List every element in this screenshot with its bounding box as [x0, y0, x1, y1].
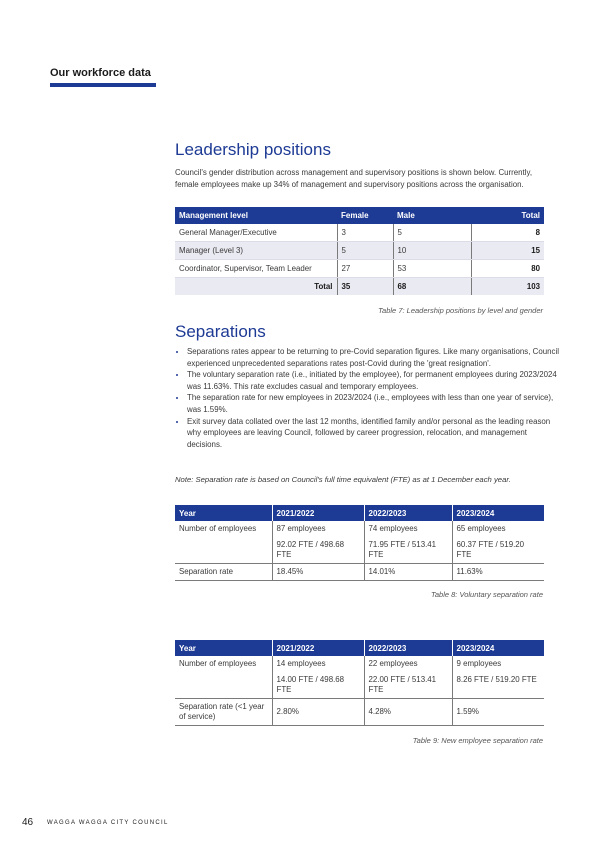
column-header: Female: [337, 207, 393, 224]
list-item: • The separation rate for new employees in 2023/2024 (i.e., employees with less than one year of service), was 1.59%.: [187, 392, 559, 415]
table-cell: 10: [393, 242, 471, 260]
table-cell: 14.00 FTE / 498.68 FTE: [272, 672, 364, 699]
section-label: Our workforce data: [50, 67, 151, 79]
table-cell: [175, 672, 272, 699]
column-header: 2023/2024: [452, 505, 544, 521]
table-caption: Table 7: Leadership positions by level and gender: [378, 306, 543, 315]
table-cell: 68: [393, 278, 471, 296]
separations-heading: Separations: [175, 322, 266, 341]
table-row: [175, 672, 544, 699]
table-header-row: [175, 207, 544, 224]
table-row: [175, 242, 544, 260]
column-header: 2021/2022: [272, 640, 364, 656]
table-total-row: [175, 278, 544, 296]
separation-note: Note: Separation rate is based on Council's full time equivalent (FTE) as at 1 December each year.: [175, 475, 511, 484]
table-cell: 71.95 FTE / 513.41 FTE: [364, 537, 452, 564]
table-cell: 22.00 FTE / 513.41 FTE: [364, 672, 452, 699]
table-cell: 1.59%: [452, 699, 544, 726]
table-cell: 22 employees: [364, 656, 452, 672]
list-item: • The voluntary separation rate (i.e., initiated by the employee), for permanent employees during 2023/2024 was 11.63%. This rate excludes casual and temporary employees.: [187, 369, 559, 392]
table-cell: 65 employees: [456, 524, 506, 533]
column-header: Year: [175, 505, 272, 521]
table-row: [175, 537, 544, 564]
separations-bullet-list: [175, 346, 559, 450]
table-cell: 8.26 FTE / 519.20 FTE: [452, 672, 544, 699]
table-cell: 11.63%: [452, 564, 544, 581]
table-cell: 103: [471, 278, 544, 296]
list-item: • Separations rates appear to be returning to pre-Covid separation figures. Like many organisations, Council experienced unprecedented separations rates post-Covid during the 'great resignation'.: [187, 346, 559, 369]
table-cell: 14.01%: [364, 564, 452, 581]
table-cell: 5: [337, 242, 393, 260]
table-cell: 92.02 FTE / 498.68 FTE: [272, 537, 364, 564]
table-cell: 60.37 FTE / 519.20 FTE: [452, 537, 544, 564]
voluntary-separation-table: [175, 505, 544, 581]
leadership-heading: Leadership positions: [175, 140, 331, 159]
table-cell: 87 employees: [272, 521, 364, 537]
table-caption: Table 9: New employee separation rate: [412, 736, 543, 745]
column-header: 2023/2024: [452, 640, 544, 656]
total-label: Total: [175, 278, 337, 296]
table-cell: 9 employees: [456, 659, 502, 668]
table-row: [175, 521, 544, 537]
row-label: Number of employees: [175, 521, 272, 537]
table-cell: 2.80%: [272, 699, 364, 726]
table-cell: 3: [337, 224, 393, 242]
table-cell: Coordinator, Supervisor, Team Leader: [175, 260, 337, 278]
table-cell: [175, 537, 272, 564]
list-item: • Exit survey data collated over the last 12 months, identified family and/or personal as the leading reason why employees are leaving Council, followed by career progression, relocation, and management decisions.: [187, 416, 559, 451]
row-label: Separation rate: [175, 564, 272, 581]
new-employee-separation-table: [175, 640, 544, 726]
table-header-row: [175, 640, 544, 656]
column-header: Total: [471, 207, 544, 224]
column-header: Management level: [175, 207, 337, 224]
table-cell: 80: [471, 260, 544, 278]
table-cell: 8: [471, 224, 544, 242]
table-cell: 4.28%: [364, 699, 452, 726]
table-cell: 27: [337, 260, 393, 278]
table-header-row: [175, 505, 544, 521]
table-cell: 14 employees: [272, 656, 364, 672]
table-cell: 35: [337, 278, 393, 296]
table-row: [175, 260, 544, 278]
table-cell: Manager (Level 3): [175, 242, 337, 260]
leadership-intro: Council's gender distribution across management and supervisory positions is shown below. Currently, female employees make up 34% of management and supervisory positions across the organisation.: [175, 168, 533, 189]
page-number: 46: [22, 817, 34, 828]
row-label: Separation rate (<1 year of service): [175, 699, 272, 726]
row-label: Number of employees: [175, 656, 272, 672]
column-header: 2021/2022: [272, 505, 364, 521]
table-cell: 18.45%: [272, 564, 364, 581]
leadership-table: [175, 207, 544, 295]
column-header: 2022/2023: [364, 505, 452, 521]
table-cell: 15: [471, 242, 544, 260]
table-row: [175, 564, 544, 581]
table-row: [175, 656, 544, 672]
column-header: Year: [175, 640, 272, 656]
column-header: Male: [393, 207, 471, 224]
section-accent-bar: [50, 83, 156, 87]
column-header: 2022/2023: [364, 640, 452, 656]
table-caption: Table 8: Voluntary separation rate: [430, 590, 543, 599]
table-cell: 53: [393, 260, 471, 278]
table-cell: 74 employees: [364, 521, 452, 537]
table-row: [175, 699, 544, 726]
table-row: [175, 224, 544, 242]
table-cell: General Manager/Executive: [175, 224, 337, 242]
table-cell: 5: [393, 224, 471, 242]
footer-organisation: WAGGA WAGGA CITY COUNCIL: [47, 820, 169, 826]
